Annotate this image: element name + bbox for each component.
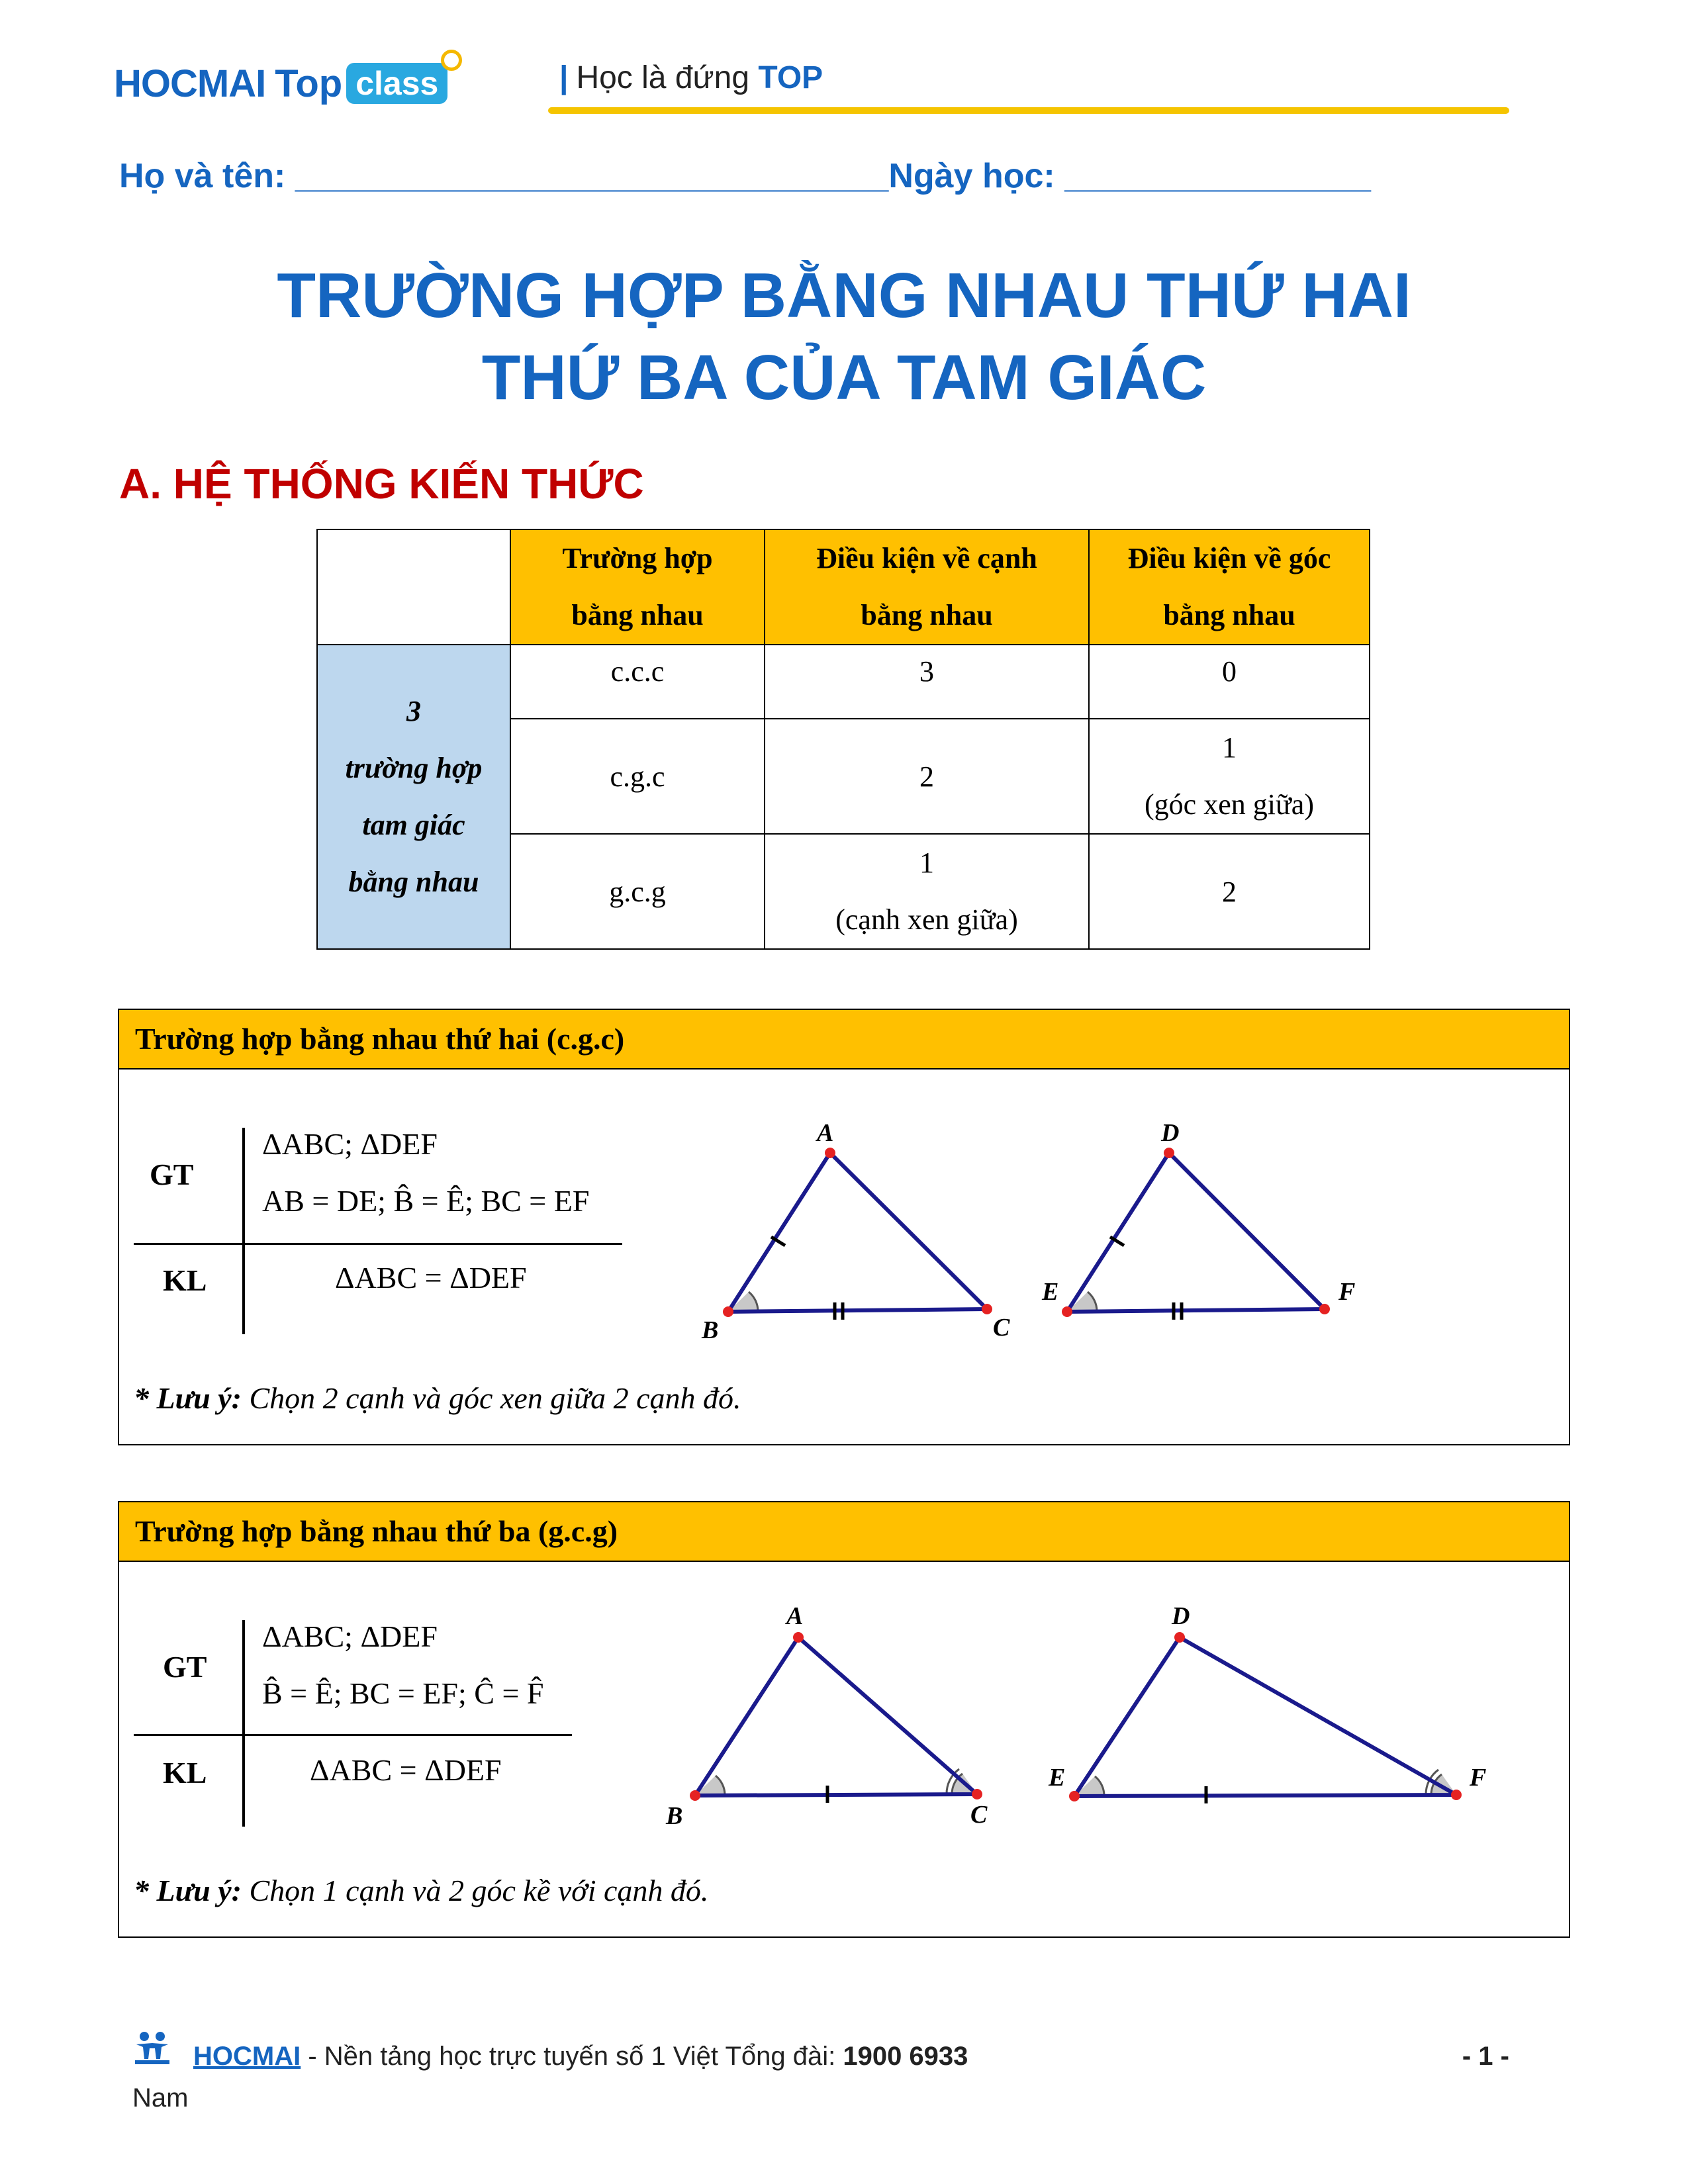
header-sides-l2: bằng nhau (861, 599, 993, 631)
cgc-point-c (982, 1304, 992, 1314)
cgc-label-e: E (1042, 1278, 1059, 1306)
gcg-label-a: A (786, 1602, 804, 1630)
cgc-point-f (1319, 1304, 1330, 1314)
slogan-bar: | (559, 60, 569, 95)
gcg-kl-line: ΔABC = ΔDEF (310, 1753, 502, 1787)
gcg-figures (119, 1502, 1569, 1936)
gcg-label-c: C (970, 1801, 988, 1829)
gcg-label-f: F (1470, 1764, 1487, 1792)
row-cgc-angles-value: 1 (1222, 731, 1237, 764)
slogan-text: Học là đứng (576, 60, 750, 95)
gcg-note-label: * Lưu ý: (134, 1874, 242, 1907)
header-sides-l1: Điều kiện về cạnh (816, 542, 1037, 574)
cgc-triangle-def (1041, 1119, 1355, 1320)
title-line-2: THỨ BA CỦA TAM GIÁC (481, 342, 1207, 413)
title-line-1: TRƯỜNG HỢP BẰNG NHAU THỨ HAI (277, 260, 1411, 331)
row-gcg-sides (765, 834, 1089, 949)
row-gcg-case: g.c.g (510, 834, 765, 949)
cgc-kl-line: ΔABC = ΔDEF (335, 1261, 527, 1295)
gcg-point-b (690, 1790, 700, 1801)
footer-hotline-label: Tổng đài: (725, 2042, 843, 2071)
header-case-l1: Trường hợp (562, 542, 713, 574)
row-cgc-angles (1089, 719, 1370, 834)
cgc-point-a (825, 1148, 835, 1158)
cgc-label-d: D (1161, 1119, 1180, 1147)
table-corner-cell (317, 529, 510, 645)
footer-tagline: - Nền tảng học trực tuyến số 1 Việt (301, 2042, 726, 2071)
gcg-kl-label: KL (163, 1756, 207, 1790)
cgc-triangle-abc (701, 1119, 1010, 1344)
cgc-point-d (1164, 1148, 1174, 1158)
row-ccc-angles: 0 (1089, 645, 1370, 719)
footer (132, 2042, 1509, 2071)
logo-class-badge (346, 63, 447, 104)
cgc-label-f: F (1338, 1278, 1356, 1306)
page-title (0, 255, 1688, 419)
header-underline (548, 107, 1509, 114)
cgc-point-b (723, 1306, 733, 1317)
gcg-triangle-abc (665, 1602, 988, 1830)
header-case-l2: bằng nhau (571, 599, 704, 631)
side-l3: tam giác (362, 809, 465, 841)
side-l1: 3 (406, 695, 421, 727)
cgc-triangle-abc-edges (728, 1153, 987, 1312)
gcg-gt-line1: ΔABC; ΔDEF (262, 1619, 438, 1653)
row-ccc-sides: 3 (765, 645, 1089, 719)
cgc-label-b: B (702, 1316, 719, 1344)
logo-hocmai-text: HOCMAI (114, 62, 266, 105)
summary-table (316, 529, 1370, 950)
student-info-line (119, 156, 1371, 196)
gcg-label-e: E (1049, 1764, 1066, 1792)
row-ccc-case: c.c.c (510, 645, 765, 719)
gcg-point-c (972, 1789, 982, 1799)
box-cgc-heading: Trường hợp bằng nhau thứ hai (c.g.c) (119, 1010, 1569, 1069)
cgc-gt-line2: AB = DE; B̂ = Ê; BC = EF (262, 1184, 590, 1218)
header-angles (1089, 529, 1370, 645)
cgc-gt-line1: ΔABC; ΔDEF (262, 1127, 438, 1161)
slogan (559, 60, 823, 96)
header-case (510, 529, 765, 645)
cgc-kl-label: KL (163, 1263, 207, 1297)
side-label-cell (317, 645, 510, 949)
gcg-note-text: Chọn 1 cạnh và 2 góc kề với cạnh đó. (241, 1874, 709, 1907)
table-row (317, 645, 1370, 719)
gcg-label-b: B (666, 1802, 683, 1830)
side-l2: trường hợp (345, 752, 483, 784)
gcg-point-a (793, 1632, 804, 1643)
gcg-gt-label: GT (163, 1650, 207, 1684)
gcg-triangle-def-edges (1074, 1637, 1456, 1796)
hocmai-people-icon (132, 2028, 172, 2066)
hocmai-topclass-logo (114, 57, 447, 110)
gcg-point-d (1174, 1632, 1185, 1643)
gcg-point-f (1451, 1790, 1462, 1800)
cgc-point-e (1062, 1306, 1072, 1317)
row-gcg-sides-note: (cạnh xen giữa) (835, 903, 1018, 936)
row-gcg-sides-value: 1 (919, 846, 934, 879)
cgc-note-label: * Lưu ý: (134, 1381, 242, 1415)
gcg-label-d: D (1172, 1602, 1190, 1630)
section-a-heading: A. HỆ THỐNG KIẾN THỨC (119, 460, 644, 508)
cgc-label-a: A (817, 1119, 834, 1147)
side-l4: bằng nhau (348, 866, 479, 898)
box-cgc (118, 1009, 1570, 1445)
cgc-note-text: Chọn 2 cạnh và góc xen giữa 2 cạnh đó. (241, 1381, 741, 1415)
row-cgc-sides: 2 (765, 719, 1089, 834)
slogan-top: TOP (758, 60, 823, 95)
box-gcg-heading: Trường hợp bằng nhau thứ ba (g.c.g) (119, 1502, 1569, 1562)
cgc-triangle-def-edges (1067, 1153, 1325, 1312)
gcg-triangle-abc-edges (695, 1637, 977, 1796)
footer-hotline: 1900 6933 (843, 2042, 968, 2071)
sun-icon (441, 50, 462, 71)
logo-class-text: class (355, 65, 439, 102)
logo-top-text: Top (275, 62, 343, 105)
box-gcg (118, 1501, 1570, 1938)
gcg-triangle-def (1048, 1602, 1486, 1803)
header-angles-l1: Điều kiện về góc (1127, 542, 1331, 574)
cgc-label-c: C (993, 1314, 1010, 1342)
name-label: Họ và tên: (119, 157, 295, 195)
date-field[interactable]: ________________ (1064, 157, 1371, 195)
gcg-point-e (1069, 1791, 1080, 1801)
page-number: - 1 - (1462, 2042, 1509, 2071)
row-cgc-angles-note: (góc xen giữa) (1145, 788, 1314, 821)
row-gcg-angles: 2 (1089, 834, 1370, 949)
table-header-row (317, 529, 1370, 645)
gcg-gt-line2: B̂ = Ê; BC = EF; Ĉ = F̂ (262, 1676, 544, 1710)
cgc-figures (119, 1010, 1569, 1444)
header-sides (765, 529, 1089, 645)
header-angles-l2: bằng nhau (1163, 599, 1295, 631)
cgc-gt-label: GT (150, 1158, 194, 1191)
footer-line2: Nam (132, 2083, 189, 2113)
name-field[interactable]: _______________________________ (295, 157, 889, 195)
date-label: Ngày học: (888, 157, 1065, 195)
row-cgc-case: c.g.c (510, 719, 765, 834)
footer-brand-link[interactable]: HOCMAI (193, 2042, 301, 2071)
